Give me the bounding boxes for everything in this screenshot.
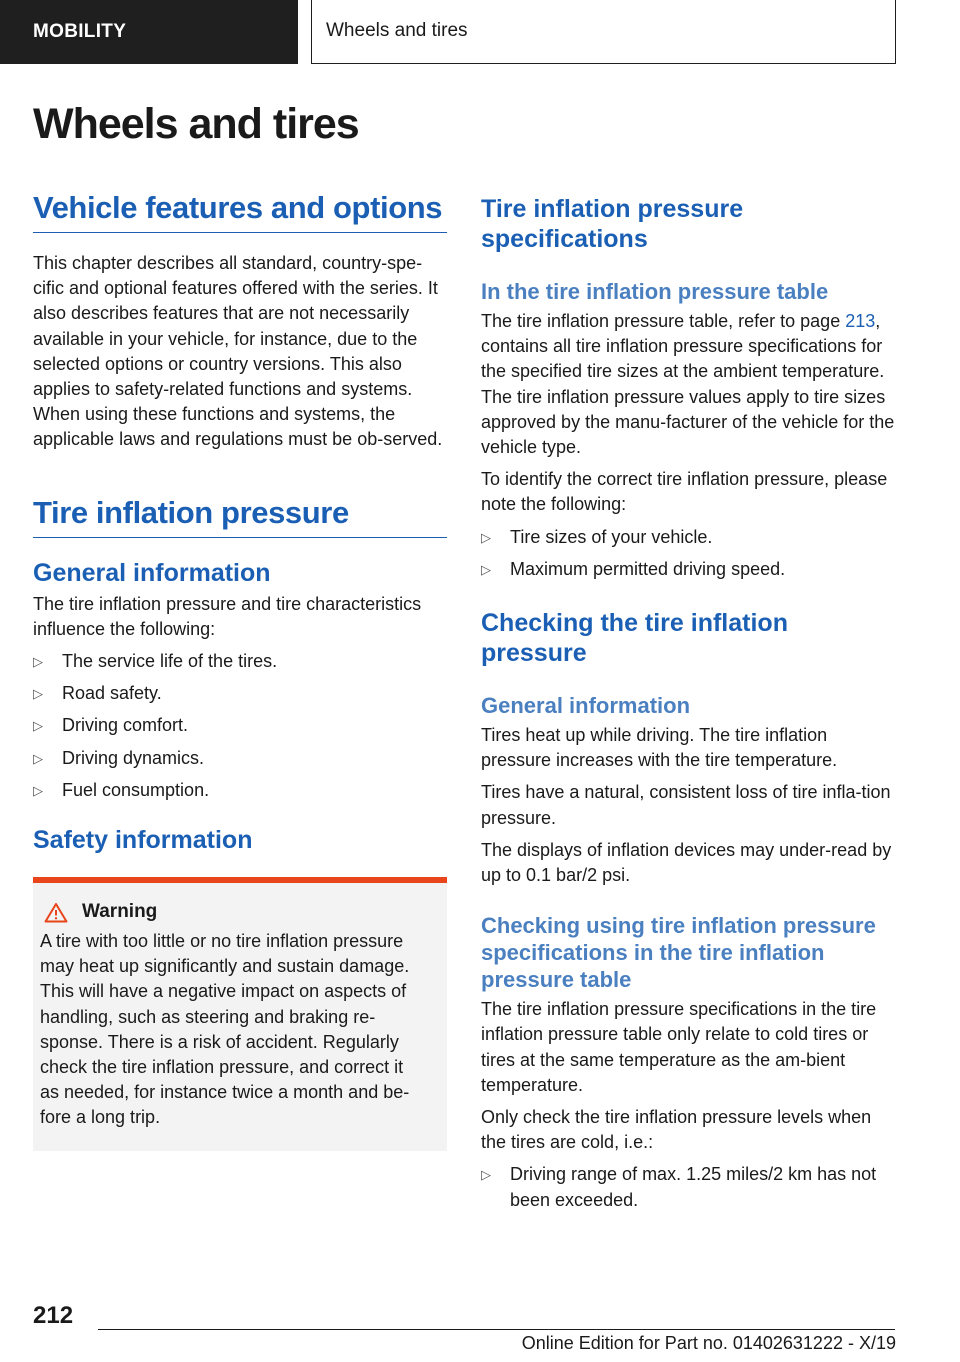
triangle-bullet-icon: ▷	[481, 1167, 491, 1183]
paragraph-only-check: Only check the tire inflation pressure levels when the tires are cold, i.e.:	[481, 1107, 872, 1153]
paragraph-loss: Tires have a natural, consistent loss of tire infla-tion pressure.	[481, 782, 891, 828]
triangle-bullet-icon: ▷	[481, 529, 491, 545]
list-item: ▷ Maximum permitted driving speed.	[481, 557, 896, 582]
heading-vehicle-features: Vehicle features and options	[33, 190, 447, 233]
heading-checking-using-specifications: Checking using tire inflation pressure specifications in the tire inflation pressure table	[481, 913, 876, 993]
right-column	[481, 190, 896, 1213]
triangle-bullet-icon: ▷	[33, 654, 43, 670]
paragraph-heat: Tires heat up while driving. The tire inflation pressure increases with the tire temperature.	[481, 725, 838, 771]
chapter-title: Wheels and tires	[311, 0, 896, 64]
heading-checking-pressure: Checking the tire inflation pressure	[481, 609, 788, 668]
heading-general-information: General information	[33, 558, 271, 587]
warning-triangle-icon	[44, 902, 68, 923]
heading-safety-information: Safety information	[33, 826, 253, 855]
page-title: Wheels and tires	[33, 100, 359, 148]
footer-edition: Online Edition for Part no. 01402631222 - X/19	[521, 1333, 896, 1353]
heading-pressure-specifications: Tire inflation pressure specifications	[481, 195, 744, 253]
heading-in-pressure-table: In the tire inflation pressure table	[481, 279, 829, 304]
list-item: ▷ Driving comfort.	[33, 713, 447, 738]
paragraph-pressure-table: The tire inflation pressure table, refer to page 213, contains all tire inflation pressure specifications for the specified tire sizes at the ambient temperature. The tire inflation pressure values apply to tire sizes approved by the manu-facturer of the vehicle for the vehicle type.	[481, 311, 895, 458]
list-item: ▷ Driving range of max. 1.25 miles/2 km has not been exceeded.	[481, 1164, 877, 1210]
list-general	[33, 649, 447, 803]
page-reference-link[interactable]: 213	[845, 311, 876, 331]
list-cold	[481, 1162, 896, 1212]
list-item: ▷ The service life of the tires.	[33, 649, 447, 674]
page-number: 212	[33, 1302, 74, 1329]
warning-text: A tire with too little or no tire inflation pressure may heat up significantly and sustain damage. This will have a negative impact on aspects of handling, such as steering and braking re-sponse. There is a risk of accident. Regularly check the tire inflation pressure, and correct it as needed, for instance twice a month and be-fore a long trip.	[40, 931, 410, 1128]
list-item: ▷ Fuel consumption.	[33, 778, 447, 803]
heading-tire-inflation-pressure: Tire inflation pressure	[33, 495, 447, 538]
warning-header	[40, 901, 427, 923]
section-tab: MOBILITY	[0, 0, 298, 64]
triangle-bullet-icon: ▷	[33, 750, 43, 766]
triangle-bullet-icon: ▷	[33, 782, 43, 798]
list-item: ▷ Road safety.	[33, 681, 447, 706]
paragraph-identify: To identify the correct tire inflation pressure, please note the following:	[481, 469, 888, 515]
list-item: ▷ Driving dynamics.	[33, 746, 447, 771]
left-column	[33, 190, 447, 1151]
paragraph-general: The tire inflation pressure and tire characteristics influence the following:	[33, 593, 422, 639]
paragraph-displays: The displays of inflation devices may under-read by up to 0.1 bar/2 psi.	[481, 839, 892, 886]
triangle-bullet-icon: ▷	[33, 686, 43, 702]
paragraph-vehicle-features: This chapter describes all standard, country-spe-cific and optional features offered with the series. It also describes features that are not necessarily available in your vehicle, for instance, due to the selected options or country versions. This also applies to safety-related functions and systems. When using these functions and systems, the applicable laws and regulations must be ob-served.	[33, 253, 443, 450]
footer-divider	[98, 1329, 895, 1330]
warning-box	[33, 877, 447, 1151]
list-item: ▷ Tire sizes of your vehicle.	[481, 525, 896, 550]
heading-general-information-2: General information	[481, 693, 691, 719]
triangle-bullet-icon: ▷	[481, 561, 491, 577]
triangle-bullet-icon: ▷	[33, 718, 43, 734]
paragraph-cold-tires: The tire inflation pressure specifications in the tire inflation pressure table only relate to cold tires or tires at the same temperature as the am-bient temperature.	[481, 999, 877, 1095]
list-identify	[481, 525, 896, 582]
warning-title: Warning	[82, 901, 158, 923]
